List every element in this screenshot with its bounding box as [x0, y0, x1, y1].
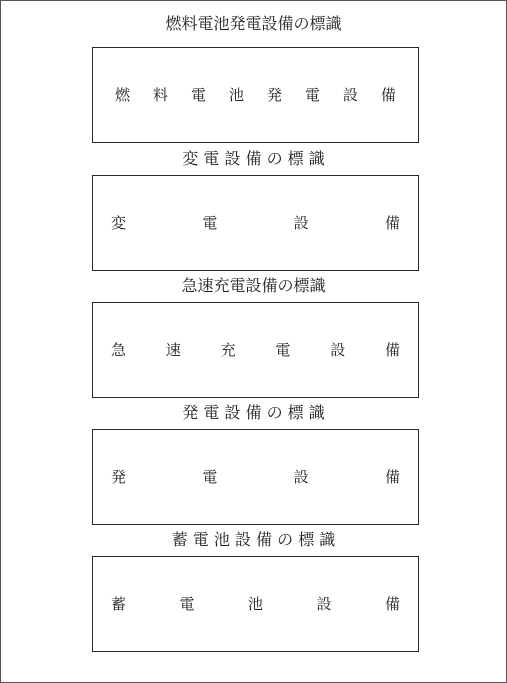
sign-char: 電	[202, 214, 218, 232]
sign-char: 速	[165, 341, 181, 359]
sign-heading-rapid-charging: 急速充電設備の標識	[181, 276, 326, 295]
sign-text-rapid-charging	[111, 340, 400, 360]
sign-char: 電	[304, 86, 320, 104]
sign-text-fuel-cell	[115, 85, 396, 105]
sign-char: 蓄	[111, 595, 127, 613]
sign-char: 池	[247, 595, 263, 613]
sign-heading-fuel-cell: 燃料電池発電設備の標識	[165, 14, 342, 33]
sign-char: 電	[202, 468, 218, 486]
sign-char: 設	[316, 595, 332, 613]
sign-text-transformer	[111, 213, 400, 233]
sign-char: 電	[275, 341, 291, 359]
sign-char: 設	[293, 468, 309, 486]
sign-char: 備	[380, 86, 396, 104]
sign-char: 設	[293, 214, 309, 232]
sign-char: 設	[330, 341, 346, 359]
sign-char: 池	[228, 86, 244, 104]
sign-heading-transformer: 変 電 設 備 の 標 識	[182, 149, 325, 168]
sign-box-transformer	[92, 175, 419, 271]
sign-heading-storage-battery: 蓄 電 池 設 備 の 標 識	[171, 530, 336, 549]
sign-char: 電	[179, 595, 195, 613]
sign-char: 料	[152, 86, 168, 104]
sign-box-rapid-charging	[92, 302, 419, 398]
sign-box-storage-battery	[92, 556, 419, 652]
sign-char: 発	[111, 468, 127, 486]
sign-char: 備	[384, 341, 400, 359]
sign-char: 燃	[115, 86, 131, 104]
sign-box-power-generation	[92, 429, 419, 525]
sign-text-storage-battery	[111, 594, 400, 614]
sign-char: 設	[342, 86, 358, 104]
sign-text-power-generation	[111, 467, 400, 487]
sign-char: 備	[384, 214, 400, 232]
sign-box-fuel-cell	[92, 47, 419, 143]
sign-char: 変	[111, 214, 127, 232]
sign-char: 急	[111, 341, 127, 359]
sign-char: 発	[266, 86, 282, 104]
sign-char: 充	[220, 341, 236, 359]
sign-heading-power-generation: 発 電 設 備 の 標 識	[182, 403, 325, 422]
sign-char: 備	[384, 595, 400, 613]
sign-char: 電	[190, 86, 206, 104]
sign-char: 備	[384, 468, 400, 486]
